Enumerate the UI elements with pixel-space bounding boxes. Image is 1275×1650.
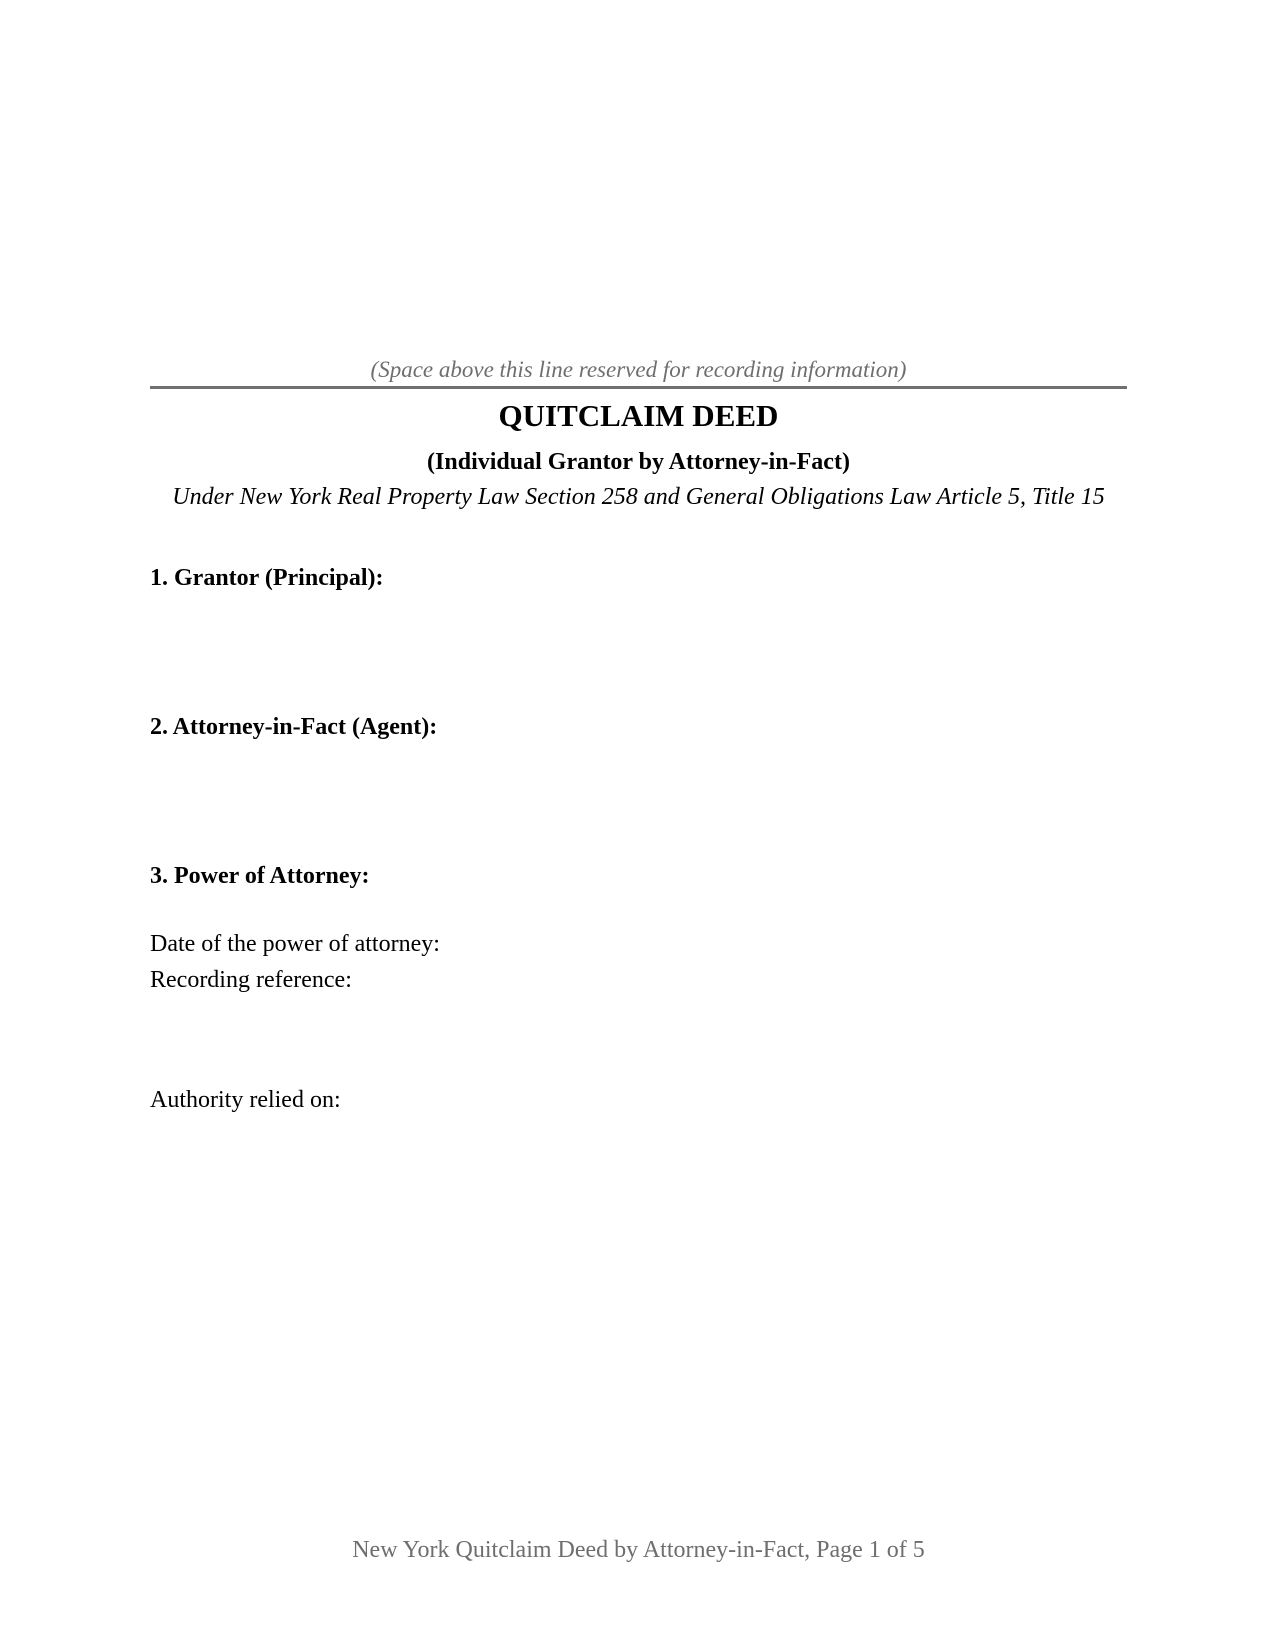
document-title: QUITCLAIM DEED	[498, 398, 779, 433]
section-heading-power-of-attorney: 3. Power of Attorney:	[150, 863, 370, 889]
page-footer: New York Quitclaim Deed by Attorney-in-Fact, Page 1 of 5	[352, 1537, 925, 1563]
document-subtitle: (Individual Grantor by Attorney-in-Fact)	[427, 449, 850, 475]
section-heading-attorney-in-fact: 2. Attorney-in-Fact (Agent):	[150, 714, 438, 740]
poa-authority-label: Authority relied on:	[150, 1087, 341, 1113]
recording-divider-line	[150, 386, 1127, 389]
recording-space-note: (Space above this line reserved for recording information)	[370, 357, 907, 382]
section-heading-grantor: 1. Grantor (Principal):	[150, 565, 384, 591]
poa-date-label: Date of the power of attorney:	[150, 931, 440, 957]
law-reference: Under New York Real Property Law Section 258 and General Obligations Law Article 5, Title 15	[172, 484, 1105, 510]
poa-recording-reference-label: Recording reference:	[150, 967, 352, 993]
